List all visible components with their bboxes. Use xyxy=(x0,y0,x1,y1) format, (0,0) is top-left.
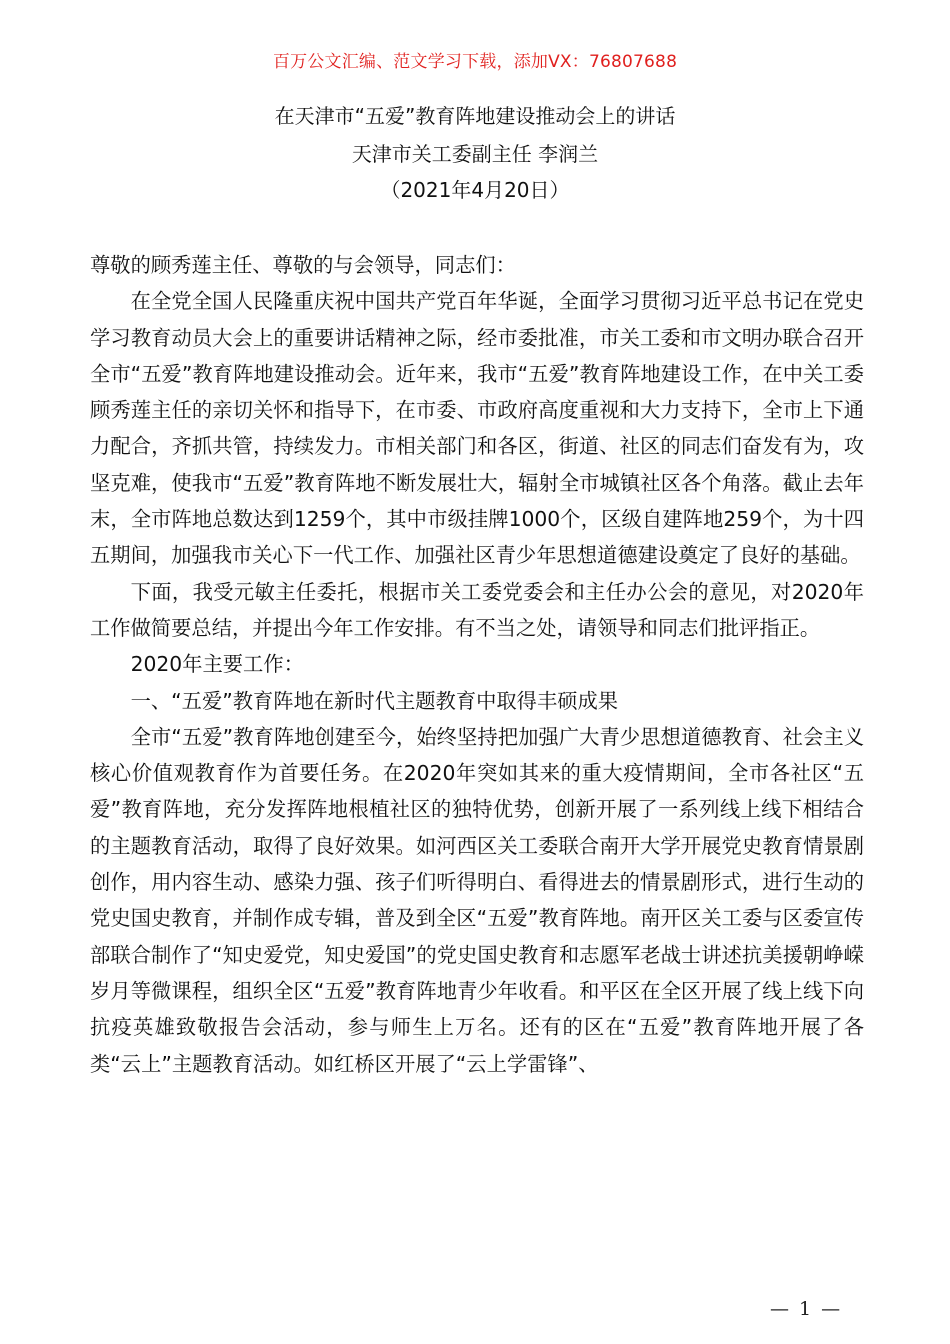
page-number: — 1 — xyxy=(770,1298,843,1320)
body-paragraph: 在全党全国人民隆重庆祝中国共产党百年华诞，全面学习贯彻习近平总书记在党史学习教育动员大会上的重要讲话精神之际，经市委批准，市关工委和市文明办联合召开全市“五爱”教育阵地建设推动会。近年来，我市“五爱”教育阵地建设工作，在中关工委顾秀莲主任的亲切关怀和指导下，在市委、市政府高度重视和大力支持下，全市上下通力配合，齐抓共管，持续发力。市相关部门和各区，街道、社区的同志们奋发有为，攻坚克难，使我市“五爱”教育阵地不断发展壮大，辐射全市城镇社区各个角落。截止去年末，全市阵地总数达到1259个，其中市级挂牌1000个，区级自建阵地259个，为十四五期间，加强我市关心下一代工作、加强社区青少年思想道德建设奠定了良好的基础。 xyxy=(90,289,864,568)
body-paragraph: 下面，我受元敏主任委托，根据市关工委党委会和主任办公会的意见，对2020年工作做简要总结，并提出今年工作安排。有不当之处，请领导和同志们批评指正。 xyxy=(90,579,864,640)
watermark-banner: 百万公文汇编、范文学习下载，添加VX：76807688 xyxy=(272,52,678,72)
body-paragraph: 全市“五爱”教育阵地创建至今，始终坚持把加强广大青少思想道德教育、社会主义核心价值观教育作为首要任务。在2020年突如其来的重大疫情期间，全市各社区“五爱”教育阵地，充分发挥阵地根植社区的独特优势，创新开展了一系列线上线下相结合的主题教育活动，取得了良好效果。如河西区关工委联合南开大学开展党史教育情景剧创作，用内容生动、感染力强、孩子们听得明白、看得进去的情景剧形式，进行生动的党史国史教育，并制作成专辑，普及到全区“五爱”教育阵地。南开区关工委与区委宣传部联合制作了“知史爱党，知史爱国”的党史国史教育和志愿军老战士讲述抗美援朝峥嵘岁月等微课程，组织全区“五爱”教育阵地青少年收看。和平区在全区开展了线上线下向抗疫英雄致敬报告会活动，参与师生上万名。还有的区在“五爱”教育阵地开展了各类“云上”主题教育活动。如红桥区开展了“云上学雷锋”、 xyxy=(90,724,864,1076)
speech-date: （2021年4月20日） xyxy=(380,178,570,202)
document-body xyxy=(90,247,864,1082)
speaker-line: 天津市关工委副主任 李润兰 xyxy=(351,142,599,166)
subsection-heading: 一、“五爱”教育阵地在新时代主题教育中取得丰硕成果 xyxy=(130,688,619,713)
section-heading: 2020年主要工作： xyxy=(130,652,304,677)
salutation: 尊敬的顾秀莲主任、尊敬的与会领导，同志们： xyxy=(90,253,516,277)
speech-title: 在天津市“五爱”教育阵地建设推动会上的讲话 xyxy=(274,104,676,128)
